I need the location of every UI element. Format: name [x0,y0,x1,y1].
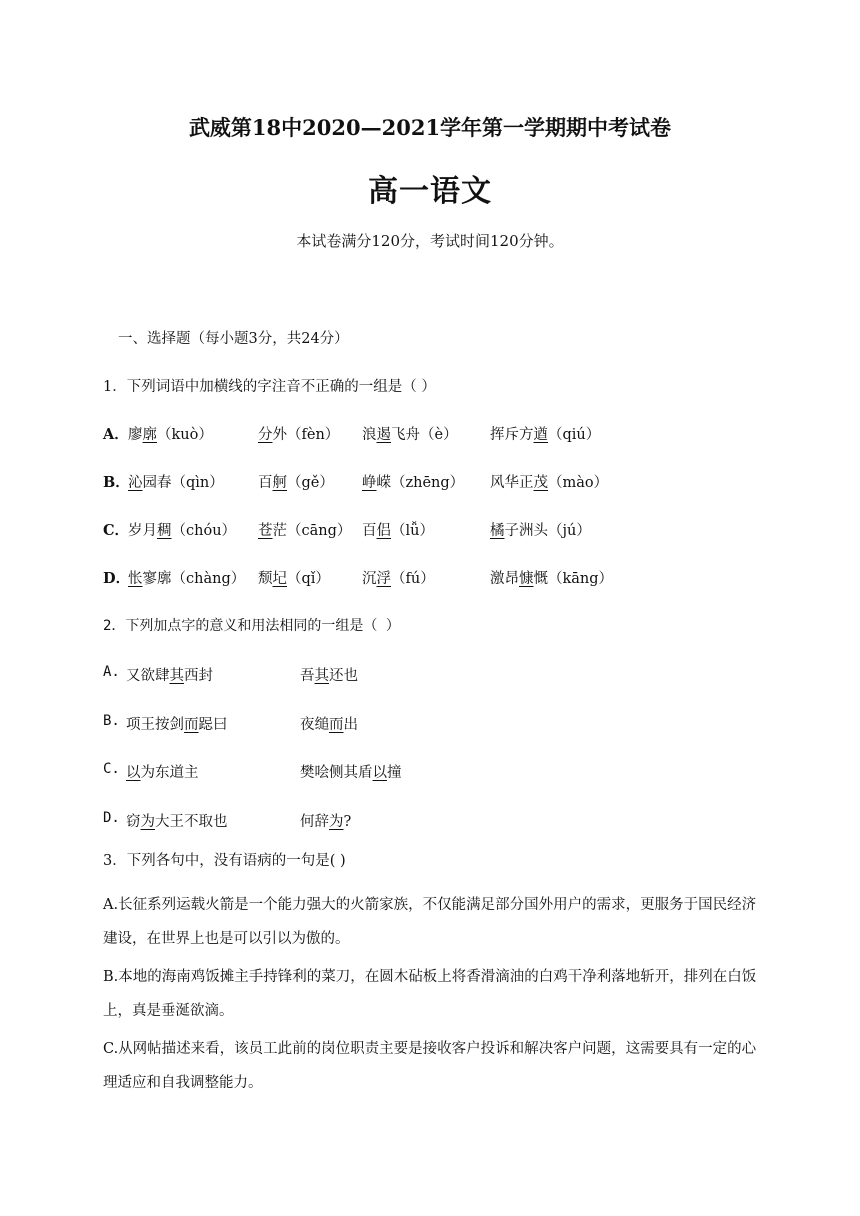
q1-item-underlined-char: 浮 [376,571,391,587]
q2-left-underlined-char: 以 [126,765,141,781]
q1-option-label: B． [103,474,130,491]
q1-option-item [128,423,213,444]
q1-item-pre: 岁月 [128,523,157,539]
q1-item-underlined-char: 慷 [519,571,534,587]
q1-item-pre: 颓 [258,571,273,587]
q2-option-left [126,761,199,782]
q1-item-underlined-char: 茂 [533,475,548,491]
q2-left-underlined-char: 而 [184,717,199,733]
q1-item-pre: 百 [362,523,377,539]
q2-right-post: 还也 [329,668,358,684]
q1-item-post: （mào） [548,475,609,491]
q2-left-pre: 项王按剑 [126,717,184,733]
q2-right-underlined-char: 为 [329,814,344,830]
q1-option-item [258,423,339,444]
q3-option [103,960,763,1028]
q2-option-left [126,810,228,831]
q2-option-right [300,713,358,734]
q1-item-post: 嵘（zhēng） [376,475,465,491]
q1-option-item [362,423,458,444]
q2-right-post: 撞 [387,765,402,781]
q2-option-label: B. [103,713,120,729]
q2-right-pre: 夜缒 [300,717,329,733]
q2-option-label: A. [103,664,120,680]
q1-item-underlined-char: 圮 [272,571,287,587]
q1-item-underlined-char: 苍 [258,523,273,539]
q3-option-label: A. [103,897,119,913]
q3-option-label: B. [103,969,119,985]
q1-item-underlined-char: 怅 [128,571,143,587]
q1-option-item [362,567,435,588]
q1-option-item [128,519,236,540]
section-heading: 一、选择题（每小题3分，共24分） [118,331,349,347]
q3-option [103,888,763,956]
q3-option-text: 本地的海南鸡饭摊主手持锋利的菜刀，在圆木砧板上将香滑滴油的白鸡干净利落地斩开，排列在白饭上，真是垂涎欲滴。 [103,969,757,1019]
q1-item-underlined-char: 稠 [157,523,172,539]
q2-right-underlined-char: 以 [372,765,387,781]
q2-right-pre: 吾 [300,668,315,684]
q1-item-underlined-char: 遏 [376,427,391,443]
q1-option-item [128,471,224,492]
question-3-stem: 3．下列各句中，没有语病的一句是( ) [103,853,346,869]
q1-item-underlined-char: 峥 [362,475,377,491]
q1-item-pre: 挥斥方 [490,427,534,443]
q2-left-pre: 又欲肆 [126,668,170,684]
q1-option-label: D． [103,570,131,587]
q1-item-pre: 激昂 [490,571,519,587]
q2-right-underlined-char: 其 [314,668,329,684]
q2-right-post: ? [343,814,352,830]
q2-left-underlined-char: 为 [140,814,155,830]
exam-note: 本试卷满分120分，考试时间120分钟。 [296,232,564,250]
q1-item-pre: 百 [258,475,273,491]
q2-left-post: 跽曰 [198,717,228,733]
q1-item-pre: 沉 [362,571,377,587]
q1-item-underlined-char: 分 [258,427,273,443]
q1-item-post: 寥廓（chàng） [142,571,246,587]
subject-title: 高一语文 [368,174,492,209]
q2-left-post: 大王不取也 [155,814,228,830]
q1-item-post: （fú） [391,571,435,587]
q1-item-post: （qiú） [548,427,601,443]
q2-option-label: C. [103,761,120,777]
q2-right-post: 出 [343,717,358,733]
q2-right-pre: 樊哙侧其盾 [300,765,373,781]
q1-option-item [490,471,608,492]
q1-item-post: 外（fèn） [272,427,340,443]
q1-item-post: （chóu） [171,523,237,539]
q1-item-post: 慨（kāng） [533,571,614,587]
q1-item-underlined-char: 侣 [376,523,391,539]
q1-option-item [258,519,351,540]
question-1-stem: 1．下列词语中加横线的字注音不正确的一组是（ ） [103,379,436,395]
q2-left-post: 西封 [184,668,213,684]
q1-item-post: （lǚ） [391,523,434,539]
q2-left-underlined-char: 其 [169,668,184,684]
q1-option-item [362,471,464,492]
q1-option-item [490,423,600,444]
q1-option-item [490,567,613,588]
q1-item-post: （gě） [287,475,334,491]
q1-item-underlined-char: 遒 [533,427,548,443]
q2-option-label: D. [103,810,120,826]
q2-right-pre: 何辞 [300,814,329,830]
q1-option-item [362,519,434,540]
q1-option-item [490,519,591,540]
q1-item-underlined-char: 舸 [272,475,287,491]
question-2-stem: 2．下列加点字的意义和用法相同的一组是（ ） [103,618,400,634]
q1-item-underlined-char: 廓 [142,427,157,443]
q1-option-label: A． [103,426,129,443]
q2-option-left [126,713,228,734]
q1-item-post: 飞舟（è） [391,427,458,443]
q1-option-label: C． [103,522,130,539]
q2-left-pre: 窃 [126,814,141,830]
q1-item-post: 子洲头（jú） [504,523,591,539]
q1-item-pre: 浪 [362,427,377,443]
q1-option-item [258,471,334,492]
q1-item-underlined-char: 橘 [490,523,505,539]
q1-option-item [258,567,330,588]
q1-item-post: 茫（cāng） [272,523,352,539]
exam-title: 武威第18中2020—2021学年第一学期期中考试卷 [188,115,672,140]
q1-item-post: （qǐ） [287,571,330,587]
q2-option-left [126,664,213,685]
q1-option-item [128,567,245,588]
q1-item-post: （kuò） [157,427,213,443]
q2-left-post: 为东道主 [140,765,199,781]
q3-option [103,1032,763,1100]
q1-item-pre: 风华正 [490,475,534,491]
q2-option-right [300,761,402,782]
q2-right-underlined-char: 而 [329,717,344,733]
q1-item-post: 园春（qìn） [142,475,224,491]
q1-item-pre: 廖 [128,427,143,443]
q3-option-label: C. [103,1041,119,1057]
q3-option-text: 长征系列运载火箭是一个能力强大的火箭家族，不仅能满足部分国外用户的需求，更服务于国民经济建设，在世界上也是可以引以为傲的。 [103,897,757,947]
q1-item-underlined-char: 沁 [128,475,143,491]
q3-option-text: 从网帖描述来看，该员工此前的岗位职责主要是接收客户投诉和解决客户问题，这需要具有一定的心理适应和自我调整能力。 [103,1041,757,1091]
q2-option-right [300,810,351,831]
q2-option-right [300,664,358,685]
